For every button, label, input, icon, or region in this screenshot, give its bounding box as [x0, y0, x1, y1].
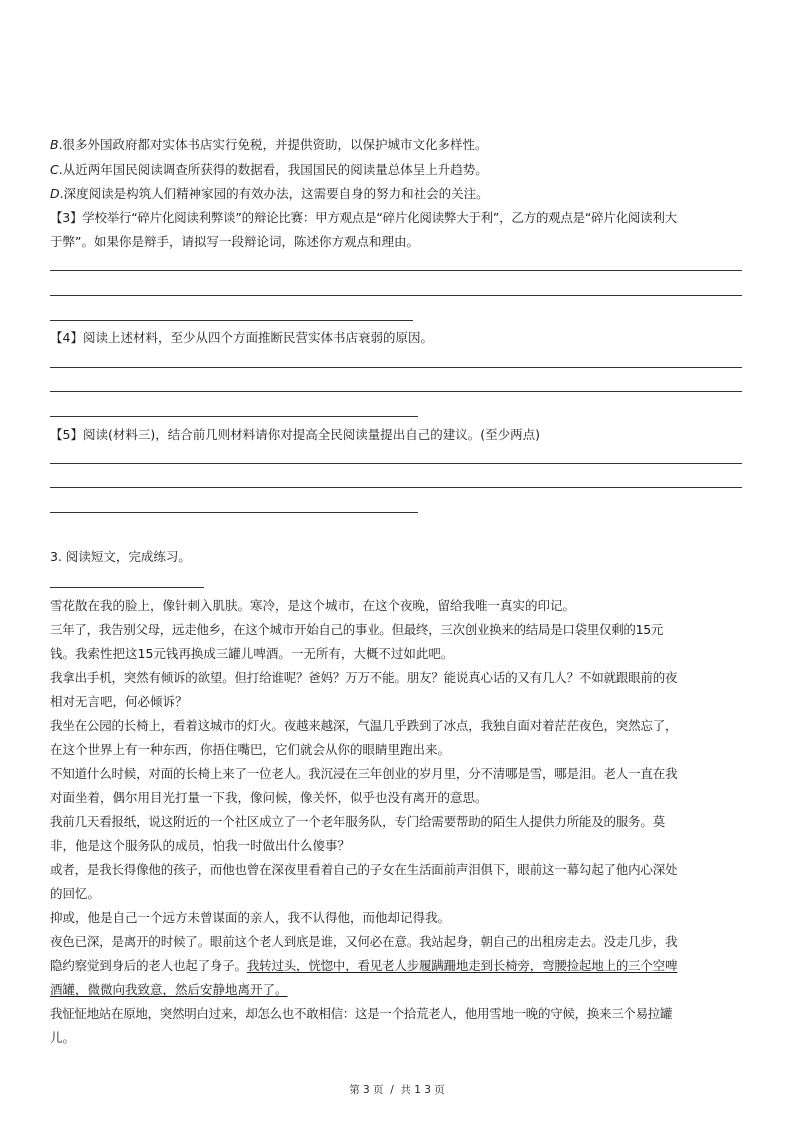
question-3-line-1: 【3】学校举行“碎片化阅读利弊谈”的辩论比赛：甲方观点是“碎片化阅读弊大于利”，乙方的观点是“碎片化阅读利大: [50, 210, 677, 225]
answer-line: [50, 487, 742, 488]
passage-line: 我前几天看报纸，说这附近的一个社区成立了一个老年服务队，专门给需要帮助的陌生人提供力所能及的服务。莫: [50, 814, 666, 829]
answer-line: [50, 367, 742, 368]
passage-line: 我坐在公园的长椅上，看着这城市的灯火。夜越来越深，气温几乎跌到了冰点，我独自面对着茫茫夜色，突然忘了，: [50, 718, 678, 733]
underlined-sentence: 我转过头，恍惚中，看见老人步履蹒跚地走到长椅旁，弯腰捡起地上的三个空啤: [246, 958, 678, 973]
option-text: .从近两年国民阅读调查所获得的数据看，我国国民的阅读量总体呈上升趋势。: [58, 162, 488, 177]
passage-line: 在这个世界上有一种东西，你捂住嘴巴，它们就会从你的眼睛里跑出来。: [50, 742, 451, 757]
option-text: .深度阅读是构筑人们精神家园的有效办法，这需要自身的努力和社会的关注。: [59, 186, 489, 201]
answer-line: [50, 463, 742, 464]
section-heading: 3. 阅读短文，完成练习。: [50, 549, 191, 564]
option-letter: C: [50, 162, 59, 177]
passage-line: 相对无言吧，何必倾诉？: [50, 694, 188, 709]
question-4: 【4】阅读上述材料，至少从四个方面推断民营实体书店衰弱的原因。: [50, 330, 433, 345]
answer-line: [50, 295, 742, 296]
passage-line: 对面坐着，偶尔用目光打量一下我，像问候，像关怀，似乎也没有离开的意思。: [50, 790, 488, 805]
passage-line: 钱。我索性把这15元钱再换成三罐儿啤酒。一无所有，大概不过如此吧。: [50, 646, 454, 661]
option-c: [50, 162, 750, 178]
option-letter: D: [50, 186, 60, 201]
option-text: .很多外国政府都对实体书店实行免税，并提供资助，以保护城市文化多样性。: [58, 137, 488, 152]
question-3-line-2: 于弊”。如果你是辩手，请拟写一段辩论词，陈述你方观点和理由。: [50, 234, 419, 249]
passage-line: 抑或，他是自己一个远方未曾谋面的亲人，我不认得他，而他却记得我。: [50, 910, 451, 925]
answer-line: [50, 320, 413, 321]
answer-line: [50, 416, 418, 417]
answer-line: [50, 391, 742, 392]
passage-line: 儿。: [50, 1030, 76, 1045]
passage-text: 隐约察觉到身后的老人也起了身子。: [50, 958, 247, 973]
passage-line: 或者，是我长得像他的孩子，而他也曾在深夜里看着自己的子女在生活面前声泪俱下，眼前这一幕勾起了他内心深处: [50, 862, 678, 877]
question-5: 【5】阅读(材料三)，结合前几则材料请你对提高全民阅读量提出自己的建议。(至少两点): [50, 427, 540, 442]
passage-line: 雪花散在我的脸上，像针刺入肌肤。寒冷，是这个城市，在这个夜晚，留给我唯一真实的印记。: [50, 598, 576, 613]
passage-line: 夜色已深，是离开的时候了。眼前这个老人到底是谁，又何必在意。我站起身，朝自己的出租房走去。没走几步，我: [50, 934, 678, 949]
answer-line: [50, 270, 742, 271]
name-blank-line: [50, 587, 204, 588]
passage-line: 不知道什么时候，对面的长椅上来了一位老人。我沉浸在三年创业的岁月里，分不清哪是雪，哪是泪。老人一直在我: [50, 766, 678, 781]
option-b: [50, 137, 750, 153]
passage-line: 我怔怔地站在原地，突然明白过来，却怎么也不敢相信：这是一个拾荒老人，他用雪地一晚的守候，换来三个易拉罐: [50, 1006, 673, 1021]
passage-line-underlined: [50, 958, 750, 974]
passage-line: 非，他是这个服务队的成员，怕我一时做出什么傻事？: [50, 838, 351, 853]
answer-line: [50, 512, 418, 513]
passage-line-underlined: [50, 982, 750, 998]
page-footer: 第 3 页 / 共 1 3 页: [349, 1084, 445, 1096]
passage-line: 三年了，我告别父母，远走他乡，在这个城市开始自己的事业。但最终，三次创业换来的结局是口袋里仅剩的15元: [50, 622, 664, 637]
option-letter: B: [50, 137, 59, 152]
passage-line: 我拿出手机，突然有倾诉的欲望。但打给谁呢？爸妈？万万不能。朋友？能说真心话的又有几人？不如就跟眼前的夜: [50, 670, 678, 685]
option-d: [50, 186, 750, 202]
underlined-sentence: 酒罐，微微向我致意，然后安静地离开了。: [50, 982, 288, 997]
passage-line: 的回忆。: [50, 886, 101, 901]
